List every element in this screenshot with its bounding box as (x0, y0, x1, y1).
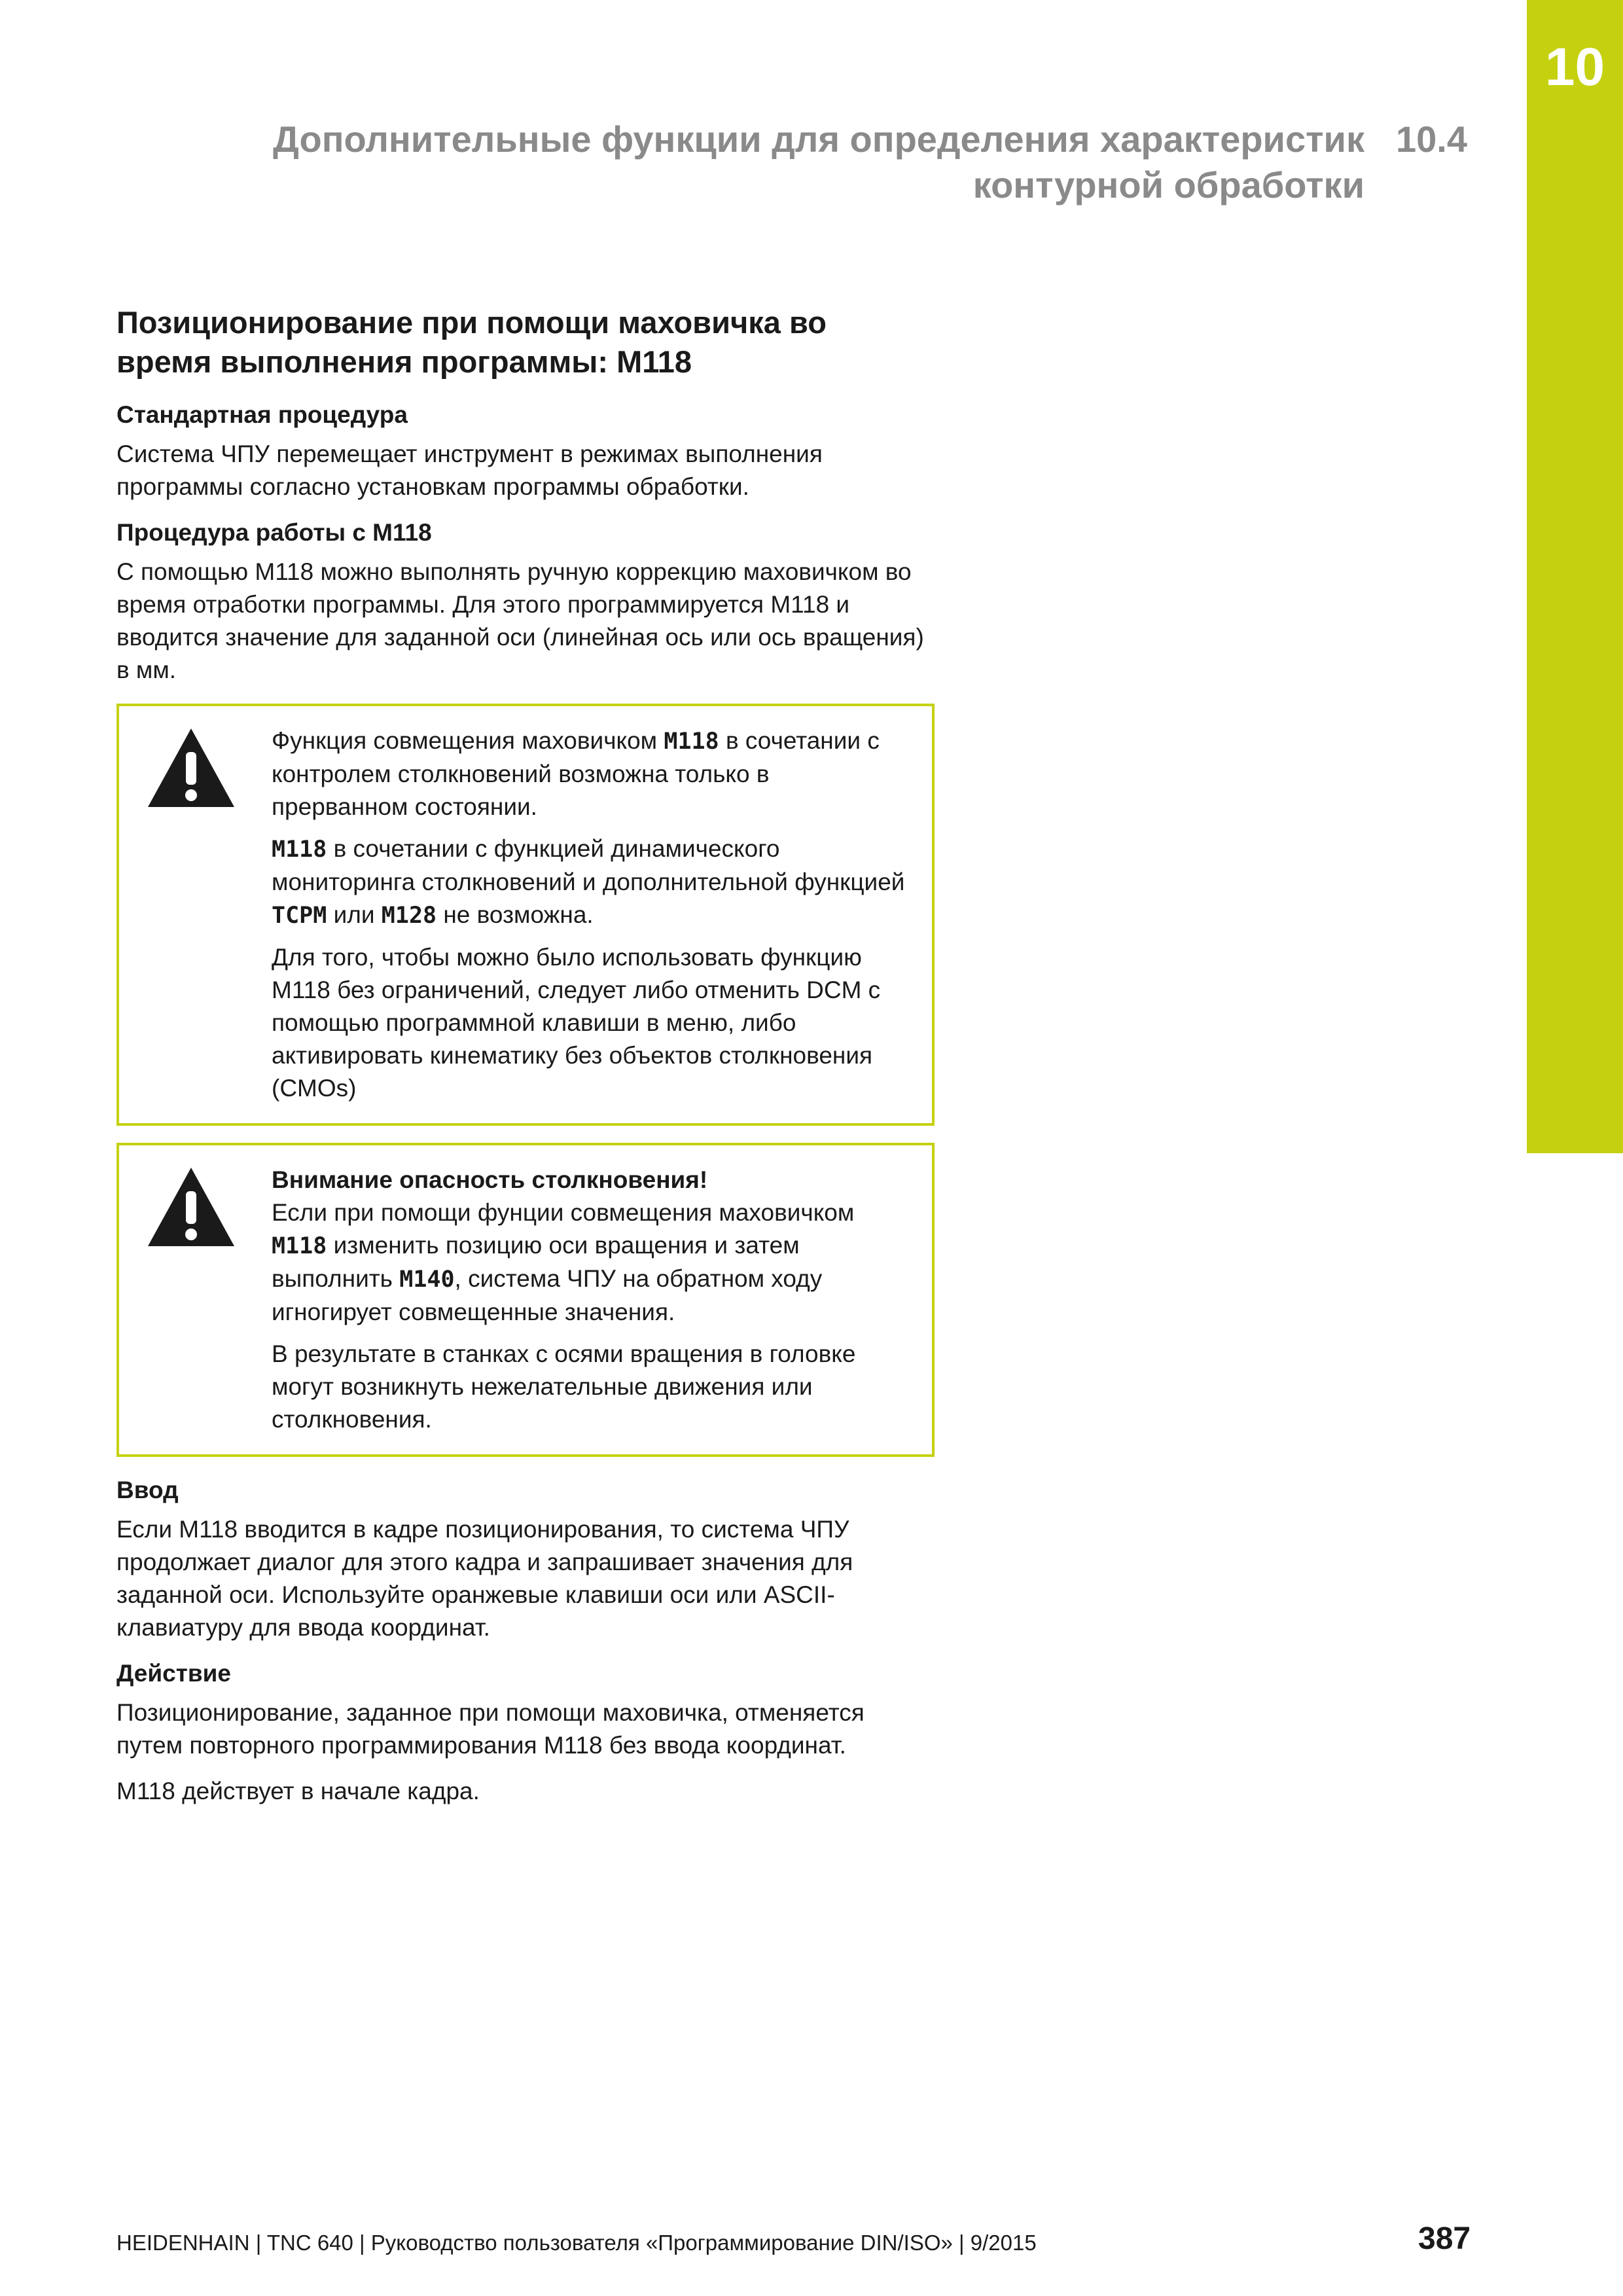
chapter-tab (1527, 0, 1623, 1153)
effect-text1: Позиционирование, заданное при помощи маховичка, отменяется путем повторного программирования M118 без ввода координат. (116, 1699, 865, 1759)
note2-paragraph1 (272, 1196, 906, 1329)
note2-p1-text-c: , система ЧПУ на обратном ходу игногирует совмещенные значения. (272, 1265, 823, 1325)
note1-paragraph3: Для того, чтобы можно было использовать функцию M118 без ограничений, следует либо отменить DCM с помощью программной клавиши в меню, либо активировать кинематику без объектов столкновения (CMOs) (272, 944, 881, 1102)
note1-p2-code3: M128 (381, 903, 437, 929)
header-section-number: 10.4 (1396, 118, 1467, 160)
note2-p1-text-a: Если при помощи фунции совмещения маховичком (272, 1199, 855, 1226)
warning-icon (145, 1165, 237, 1249)
chapter-number: 10 (1544, 37, 1605, 97)
note1-paragraph1 (272, 725, 906, 823)
heading-line1: Позиционирование при помощи маховичка во (116, 305, 827, 340)
page-header-title (121, 117, 1364, 208)
note1-paragraph2 (272, 833, 906, 932)
note1-p2-text-b: или (327, 901, 382, 928)
note1-p2-code1: M118 (272, 836, 327, 863)
m118-procedure-text: С помощью M118 можно выполнять ручную коррекцию маховичком во время отработки программы. Для этого программируется M118 и вводится значение для заданной оси (линейная ось или ось вращения) в мм. (116, 558, 924, 683)
section-heading (116, 303, 935, 382)
input-title: Ввод (116, 1477, 179, 1503)
standard-procedure-title: Стандартная процедура (116, 401, 408, 428)
effect-text2: M118 действует в начале кадра. (116, 1778, 480, 1804)
note1-p2-text-c: не возможна. (437, 901, 594, 928)
standard-procedure-text: Система ЧПУ перемещает инструмент в режимах выполнения программы согласно установкам программы обработки. (116, 440, 823, 500)
footer-text: HEIDENHAIN | TNC 640 | Руководство пользователя «Программирование DIN/ISO» | 9/2015 (116, 2231, 1037, 2255)
note1-p1-text-b: в сочетании с контролем столкновений возможна только в прерванном состоянии. (272, 727, 880, 820)
input-text: Если M118 вводится в кадре позиционирования, то система ЧПУ продолжает диалог для этого кадра и запрашивает значения для заданной оси. Используйте оранжевые клавиши оси или ASCII-клавиатуру для ввода координат. (116, 1516, 853, 1641)
note1-p2-code2: TCPM (272, 903, 327, 929)
note2-p1-text-b: изменить позицию оси вращения и затем выполнить (272, 1232, 800, 1292)
header-title-line2: контурной обработки (972, 164, 1364, 206)
heading-line2: время выполнения программы: M118 (116, 344, 692, 379)
note1-p1-code: M118 (664, 728, 719, 755)
m118-procedure-title: Процедура работы с M118 (116, 519, 432, 546)
main-content (116, 303, 935, 1821)
note-box-m118-collision (116, 704, 935, 1126)
effect-title: Действие (116, 1660, 231, 1687)
header-title-line1: Дополнительные функции для определения характеристик (272, 118, 1364, 160)
note2-p1-code2: M140 (399, 1266, 455, 1293)
note2-p1-code1: M118 (272, 1233, 327, 1259)
warning-icon (145, 726, 237, 810)
note2-paragraph2: В результате в станках с осями вращения в головке могут возникнуть нежелательные движения или столкновения. (272, 1340, 856, 1433)
note1-p2-text-a: в сочетании с функцией динамического мониторинга столкновений и дополнительной функцией (272, 835, 905, 895)
note2-title: Внимание опасность столкновения! (272, 1166, 708, 1193)
note-box-collision-warning (116, 1143, 935, 1457)
note1-p1-text-a: Функция совмещения маховичком (272, 727, 664, 754)
page-number: 387 (1418, 2221, 1471, 2256)
